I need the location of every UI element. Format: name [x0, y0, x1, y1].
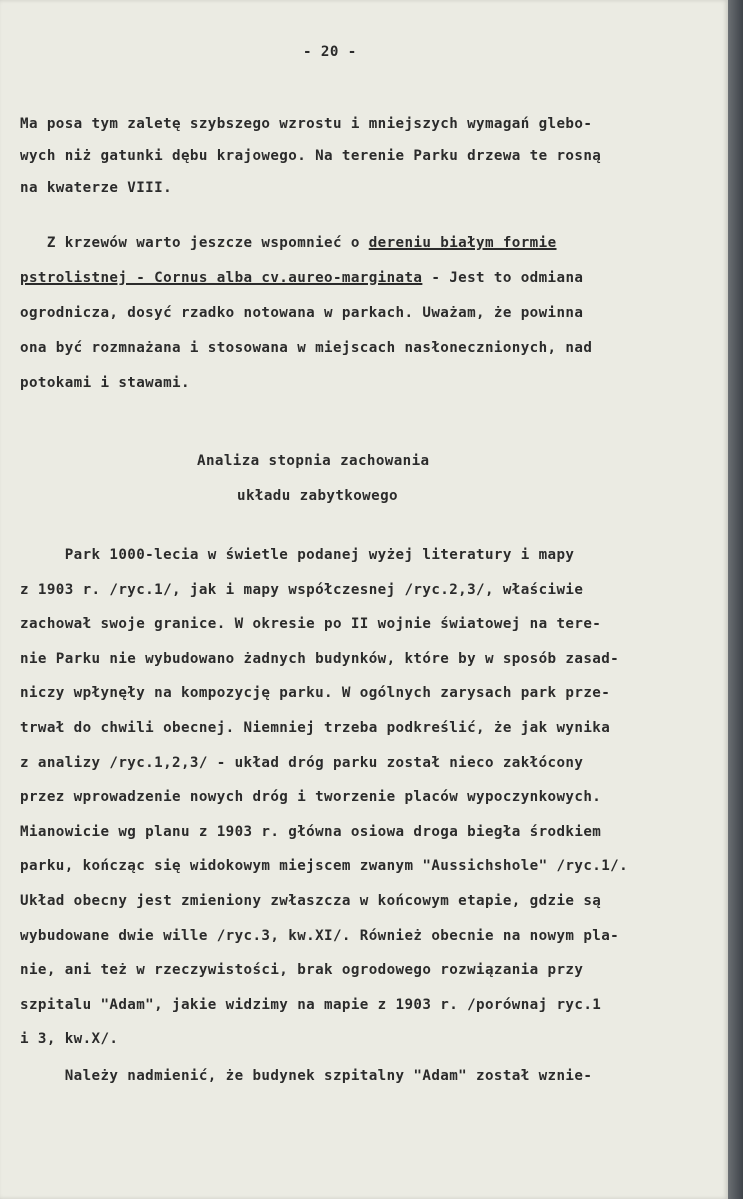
text-line: przez wprowadzenie nowych dróg i tworzenie placów wypoczynkowych.: [20, 789, 602, 806]
text-line: potokami i stawami.: [20, 375, 190, 391]
text-line: na kwaterze VIII.: [20, 180, 173, 196]
text-line: nie Parku nie wybudowano żadnych budynków, które by w sposób zasad-: [20, 650, 620, 667]
page-number: - 20 -: [303, 44, 357, 60]
text-line: trwał do chwili obecnej. Niemniej trzeba podkreślić, że jak wynika: [20, 719, 611, 736]
text-line: niczy wpłynęły na kompozycję parku. W ogólnych zarysach park prze-: [20, 685, 611, 702]
text-line: z analizy /ryc.1,2,3/ - układ dróg parku został nieco zakłócony: [20, 754, 584, 771]
text-line: wybudowane dwie wille /ryc.3, kw.XI/. Również obecnie na nowym pla-: [20, 927, 620, 944]
text-line: Układ obecny jest zmieniony zwłaszcza w końcowym etapie, gdzie są: [20, 892, 602, 909]
text-line: Park 1000-lecia w świetle podanej wyżej literatury i mapy: [20, 547, 575, 563]
paragraph-1: [20, 108, 601, 204]
text-line: ona być rozmnażana i stosowana w miejscach nasłonecznionych, nad: [20, 340, 593, 356]
text-line: Mianowicie wg planu z 1903 r. główna osiowa droga biegła środkiem: [20, 823, 602, 840]
text-line: ogrodnicza, dosyć rzadko notowana w parkach. Uważam, że powinna: [20, 305, 584, 321]
underlined-term: pstrolistnej - Cornus alba cv.aureo-marginata: [20, 270, 423, 286]
text-line: nie, ani też w rzeczywistości, brak ogrodowego rozwiązania przy: [20, 962, 584, 979]
text-line: wych niż gatunki dębu krajowego. Na terenie Parku drzewa te rosną: [20, 148, 602, 164]
paragraph-3: [20, 538, 628, 1057]
section-heading: Analiza stopnia zachowania: [197, 453, 430, 469]
text-line: szpitalu "Adam", jakie widzimy na mapie z 1903 r. /porównaj ryc.1: [20, 996, 602, 1013]
text-line: Z krzewów warto jeszcze wspomnieć o: [20, 235, 369, 251]
text-line: z 1903 r. /ryc.1/, jak i mapy współczesnej /ryc.2,3/, właściwie: [20, 581, 584, 598]
section-heading-line2: układu zabytkowego: [237, 488, 398, 504]
page-edge-background: [728, 0, 743, 1199]
text-line: - Jest to odmiana: [422, 270, 584, 286]
paragraph-2: [20, 226, 592, 401]
paragraph-4: Należy nadmienić, że budynek szpitalny "Adam" został wznie-: [20, 1068, 593, 1084]
underlined-term: dereniu białym formie: [368, 235, 557, 251]
text-line: Ma posa tym zaletę szybszego wzrostu i mniejszych wymagań glebo-: [20, 116, 593, 132]
text-line: parku, kończąc się widokowym miejscem zwanym "Aussichshole" /ryc.1/.: [20, 858, 629, 875]
text-line: i 3, kw.X/.: [20, 1031, 119, 1048]
text-line: zachował swoje granice. W okresie po II wojnie światowej na tere-: [20, 616, 602, 633]
